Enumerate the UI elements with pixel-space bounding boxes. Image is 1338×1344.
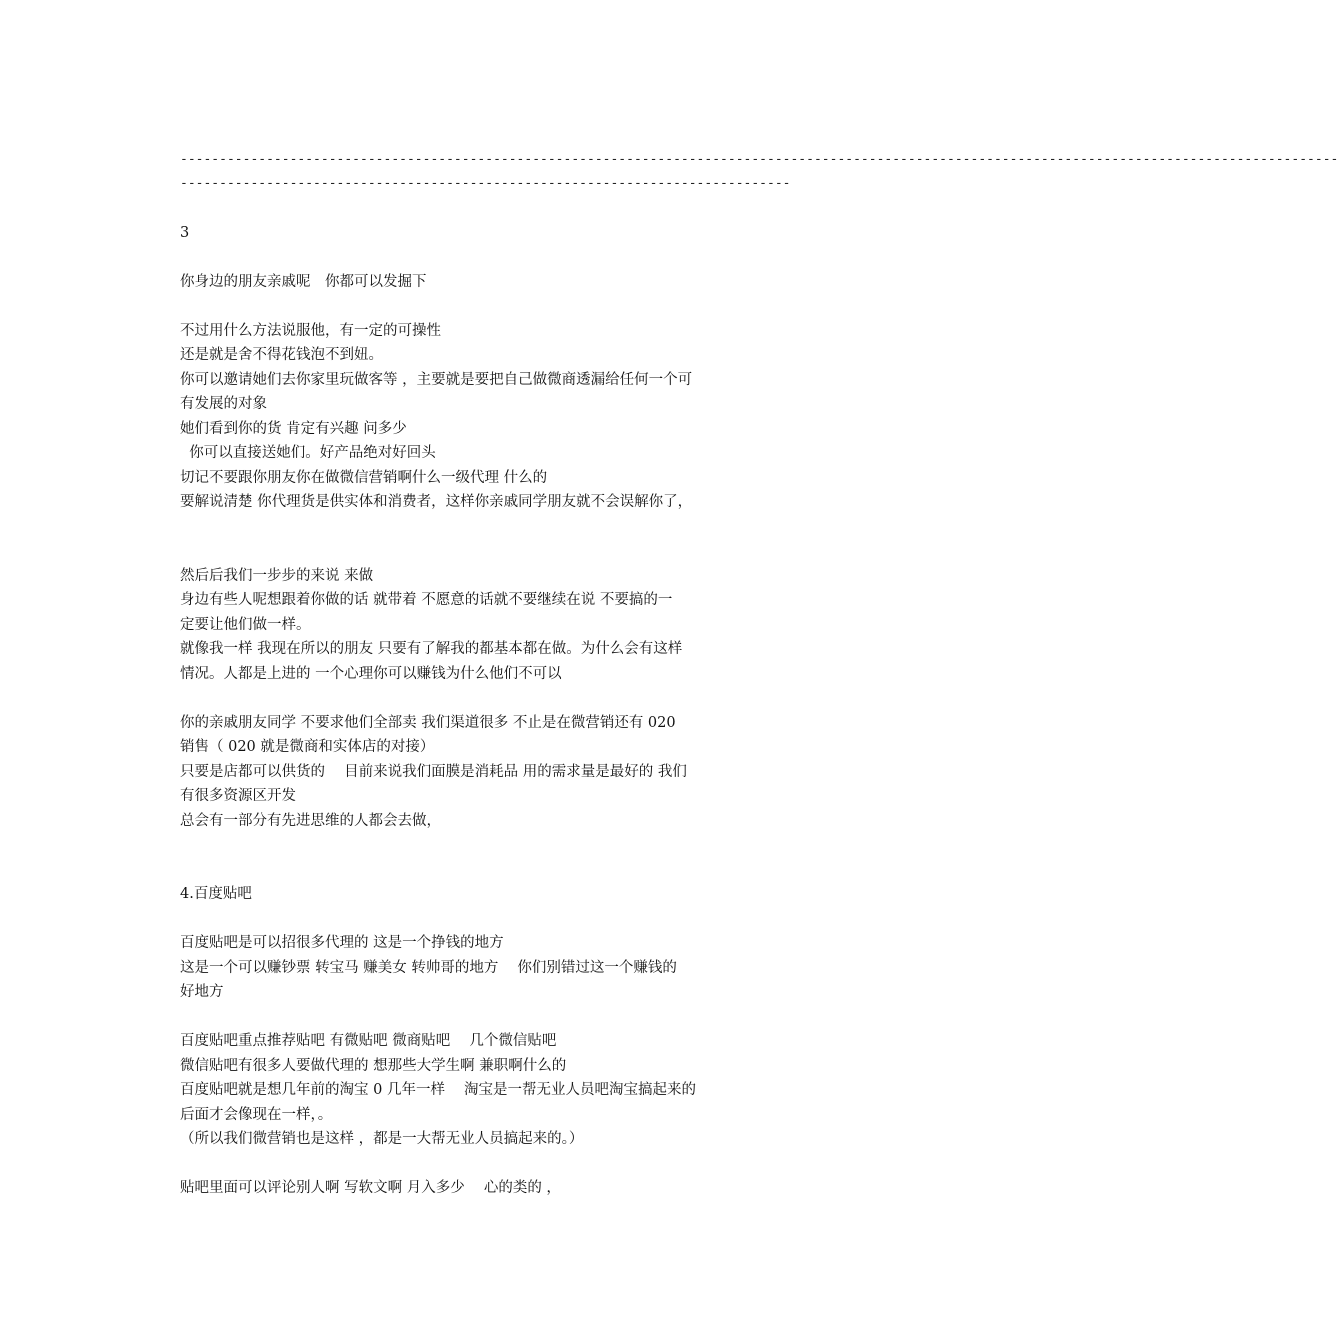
paragraph-line: 这是一个可以赚钞票 转宝马 赚美女 转帅哥的地方 你们别错过这一个赚钱的 bbox=[180, 959, 677, 976]
spacer bbox=[180, 907, 780, 932]
paragraph-line: 你的亲戚朋友同学 不要求他们全部卖 我们渠道很多 不止是在微营销还有 020 bbox=[180, 714, 676, 731]
section-heading: 3 bbox=[180, 224, 190, 241]
spacer bbox=[180, 196, 780, 221]
paragraph-line: （所以我们微营销也是这样 ，都是一大帮无业人员搞起来的。） bbox=[180, 1131, 584, 1147]
paragraph-line: 不过用什么方法说服他，有一定的可操性 bbox=[180, 322, 441, 339]
paragraph-line: 总会有一部分有先进思维的人都会去做， bbox=[180, 812, 441, 829]
paragraph-line: 然后后我们一步步的来说 来做 bbox=[180, 567, 374, 584]
paragraph-line: 只要是店都可以供货的 目前来说我们面膜是消耗品 用的需求量是最好的 我们 bbox=[180, 763, 687, 780]
paragraph-line: 后面才会像现在一样，。 bbox=[180, 1106, 333, 1123]
paragraph-line: 好地方 bbox=[180, 984, 224, 1000]
spacer bbox=[180, 1005, 780, 1030]
paragraph-line: 百度贴吧就是想几年前的淘宝 0 几年一样 淘宝是一帮无业人员吧淘宝搞起来的 bbox=[180, 1082, 697, 1098]
section-heading: 4.百度贴吧 bbox=[180, 886, 252, 902]
paragraph-line: 你可以邀请她们去你家里玩做客等 ，主要就是要把自己做微商透漏给任何一个可 bbox=[180, 371, 693, 388]
paragraph-line: 身边有些人呢想跟着你做的话 就带着 不愿意的话就不要继续在说 不要搞的一 bbox=[180, 592, 673, 608]
spacer bbox=[180, 1152, 780, 1177]
spacer bbox=[180, 515, 780, 564]
spacer bbox=[180, 294, 780, 319]
paragraph-line: 情况。人都是上进的 一个心理你可以赚钱为什么他们不可以 bbox=[180, 665, 562, 682]
paragraph-line: 还是就是舍不得花钱泡不到妞。 bbox=[180, 347, 383, 363]
paragraph-line: 百度贴吧是可以招很多代理的 这是一个挣钱的地方 bbox=[180, 935, 504, 951]
paragraph-line: 她们看到你的货 肯定有兴趣 问多少 bbox=[180, 420, 407, 437]
paragraph-line: 要解说清楚 你代理货是供实体和消费者，这样你亲戚同学朋友就不会误解你了， bbox=[180, 494, 693, 510]
paragraph-line: 销售（ 020 就是微商和实体店的对接） bbox=[180, 739, 435, 755]
paragraph-line: 有很多资源区开发 bbox=[180, 788, 296, 804]
paragraph-line: 百度贴吧重点推荐贴吧 有微贴吧 微商贴吧 几个微信贴吧 bbox=[180, 1033, 557, 1049]
paragraph-line: 你可以直接送她们。好产品绝对好回头 bbox=[180, 445, 436, 461]
divider-line: ------------------------------------------------------------------------------ bbox=[180, 176, 791, 191]
paragraph-line: 有发展的对象 bbox=[180, 396, 267, 412]
document-page bbox=[180, 148, 1338, 1201]
paragraph-line: 你身边的朋友亲戚呢 你都可以发掘下 bbox=[180, 273, 427, 290]
paragraph-line: 切记不要跟你朋友你在做微信营销啊什么一级代理 什么的 bbox=[180, 469, 548, 486]
spacer bbox=[180, 686, 780, 711]
paragraph-line: 就像我一样 我现在所以的朋友 只要有了解我的都基本都在做。为什么会有这样 bbox=[180, 641, 683, 657]
divider-line: ---------------------------------------------------------------------------------------------------------------------------------------------------- bbox=[180, 152, 1338, 167]
paragraph-line: 微信贴吧有很多人要做代理的 想那些大学生啊 兼职啊什么的 bbox=[180, 1057, 567, 1074]
paragraph-line: 定要让他们做一样。 bbox=[180, 616, 311, 633]
spacer bbox=[180, 833, 780, 882]
spacer bbox=[180, 245, 780, 270]
paragraph-line: 贴吧里面可以评论别人啊 写软文啊 月入多少 心的类的 ， bbox=[180, 1180, 561, 1196]
